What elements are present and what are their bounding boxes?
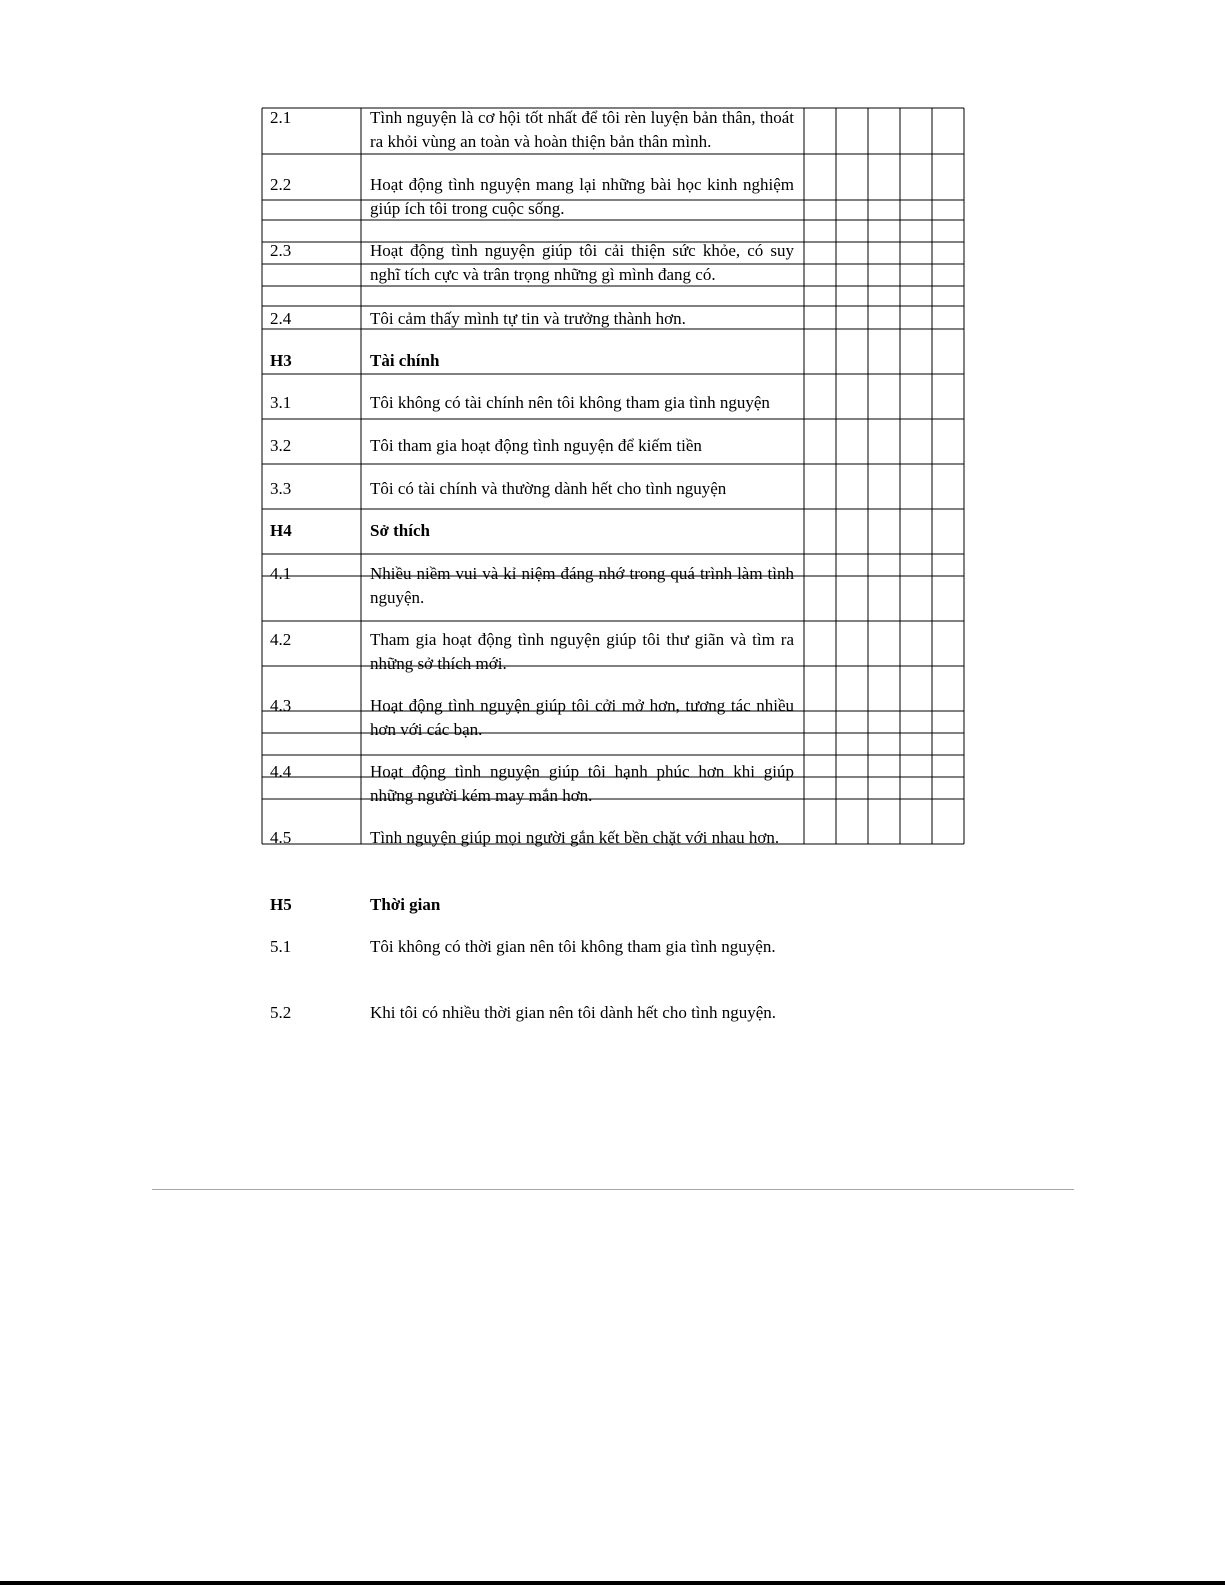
section-title: Sở thích <box>370 521 430 540</box>
row-code: 5.2 <box>270 1003 292 1022</box>
row-text: Nhiều niềm vui và kỉ niệm đáng nhớ trong quá trình làm tình nguyện. <box>370 564 794 607</box>
section-title: Thời gian <box>370 895 441 914</box>
row-text: Tôi không có tài chính nên tôi không tham gia tình nguyện <box>370 393 770 412</box>
row-code: 5.1 <box>270 937 292 956</box>
row-code: 4.2 <box>270 630 292 649</box>
section-code: H5 <box>270 895 292 914</box>
section-code: H4 <box>270 521 292 540</box>
row-code: 4.4 <box>270 762 292 781</box>
row-text: Tôi cảm thấy mình tự tin và trưởng thành hơn. <box>370 309 686 328</box>
row-text: Tình nguyện là cơ hội tốt nhất để tôi rèn luyện bản thân, thoát ra khỏi vùng an toàn và hoàn thiện bản thân mình. <box>370 108 794 151</box>
row-text: Tôi không có thời gian nên tôi không tham gia tình nguyện. <box>370 937 776 956</box>
section-title: Tài chính <box>370 351 440 370</box>
row-code: 4.5 <box>270 828 292 847</box>
section-code: H3 <box>270 351 292 370</box>
row-text: Hoạt động tình nguyện giúp tôi hạnh phúc hơn khi giúp những người kém may mắn hơn. <box>370 762 794 805</box>
row-text: Hoạt động tình nguyện giúp tôi cải thiện sức khỏe, có suy nghĩ tích cực và trân trọng những gì mình đang có. <box>370 241 794 284</box>
row-code: 4.3 <box>270 696 292 715</box>
row-code: 3.1 <box>270 393 292 412</box>
row-text: Hoạt động tình nguyện mang lại những bài học kinh nghiệm giúp ích tôi trong cuộc sống. <box>370 175 794 218</box>
row-text: Tôi có tài chính và thường dành hết cho tình nguyện <box>370 479 727 498</box>
row-code: 3.2 <box>270 436 292 455</box>
row-code: 4.1 <box>270 564 292 583</box>
page-divider <box>152 1189 1074 1190</box>
row-text: Tình nguyện giúp mọi người gắn kết bền chặt với nhau hơn. <box>370 828 780 847</box>
row-code: 2.4 <box>270 309 292 328</box>
row-code: 2.3 <box>270 241 292 260</box>
row-text: Hoạt động tình nguyện giúp tôi cởi mở hơn, tương tác nhiều hơn với các bạn. <box>370 696 794 739</box>
row-text: Tôi tham gia hoạt động tình nguyện để kiếm tiền <box>370 436 702 455</box>
row-code: 2.1 <box>270 108 292 127</box>
row-code: 3.3 <box>270 479 292 498</box>
row-text: Khi tôi có nhiều thời gian nên tôi dành hết cho tình nguyện. <box>370 1003 777 1022</box>
page-bottom-edge <box>0 1581 1225 1585</box>
row-text: Tham gia hoạt động tình nguyện giúp tôi thư giãn và tìm ra những sở thích mới. <box>370 630 794 673</box>
row-code: 2.2 <box>270 175 292 194</box>
